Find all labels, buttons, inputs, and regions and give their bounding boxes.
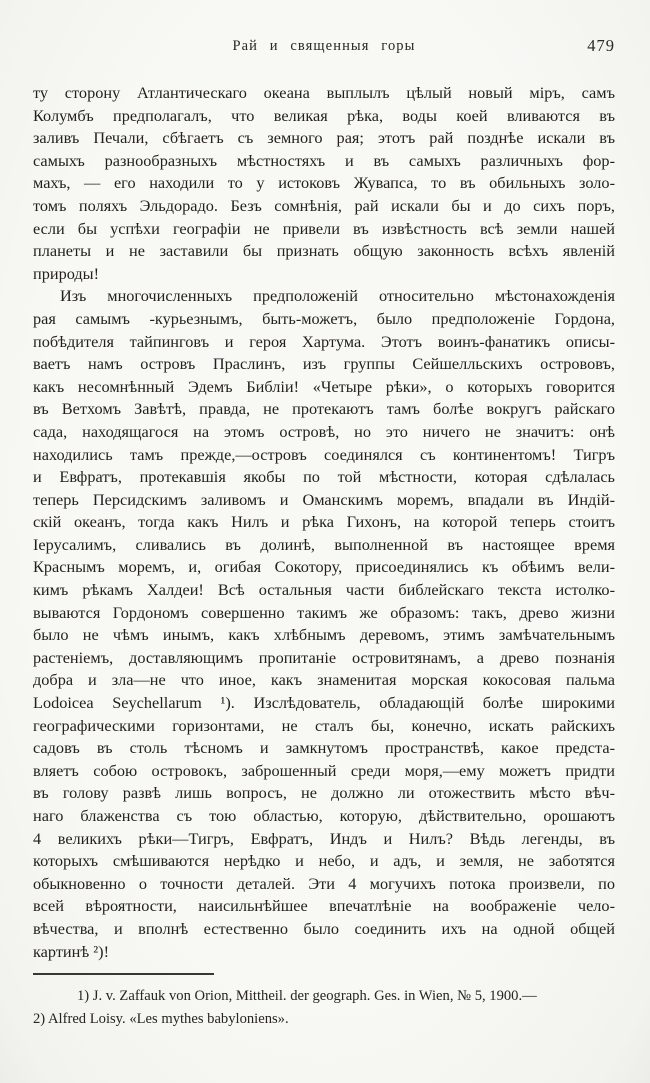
text-line: заливъ Печали, сбѣгаетъ съ земного рая; этотъ рай позднѣе искали въ <box>33 128 615 148</box>
text-line: садовъ въ столь тѣсномъ и замкнутомъ пространствѣ, какое предста- <box>33 738 615 758</box>
text-line: скій океанъ, тогда какъ Нилъ и рѣка Гихонъ, на которой теперь стоитъ <box>33 512 615 532</box>
text-line: томъ поляхъ Эльдорадо. Безъ сомнѣнія, рай искали бы и до сихъ поръ, <box>33 195 615 215</box>
text-line: какъ несомнѣнный Эдемъ Библіи! «Четыре рѣки», о которыхъ говорится <box>33 376 615 396</box>
text-line: находились тамъ прежде,—островъ соединялся съ континентомъ! Тигръ <box>33 444 615 464</box>
text-line: вѣчества, и вполнѣ естественно было соединить ихъ на одной общей <box>33 918 615 938</box>
text-line: ту сторону Атлантическаго океана выплылъ цѣлый новый міръ, самъ <box>33 83 615 102</box>
text-line: вляетъ собою островокъ, заброшенный среди моря,—ему можетъ придти <box>33 760 615 780</box>
footnote-lines <box>33 985 615 1030</box>
text-line: было не чѣмъ инымъ, какъ хлѣбнымъ деревомъ, этимъ замѣчательнымъ <box>33 625 615 645</box>
footnote-block <box>33 973 615 1030</box>
text-line: въ Ветхомъ Завѣтѣ, правда, не протекаютъ тамъ болѣе вокругъ райскаго <box>33 399 615 419</box>
page-number: 479 <box>587 36 615 55</box>
text-line: махъ, — его находили то у истоковъ Жувапса, то въ обильныхъ золо- <box>33 173 615 193</box>
text-line: теперь Персидскимъ заливомъ и Оманскимъ моремъ, впадали въ Индій- <box>33 489 615 509</box>
page-body-text <box>33 82 615 963</box>
text-line: добра и зла—не что иное, какъ знаменитая морская кокосовая пальма <box>33 670 615 690</box>
text-line: географическими горизонтами, не сталъ бы, конечно, искать райскихъ <box>33 715 615 735</box>
text-line: самыхъ разнообразныхъ мѣстностяхъ и въ самыхъ различныхъ фор- <box>33 150 615 170</box>
text-line: Lodoicea Seychellarum ¹). Изслѣдователь, обладающій болѣе широкими <box>33 693 615 713</box>
text-line: въ голову развѣ лишь вопросъ, не должно ли отожествить мѣсто вѣч- <box>33 783 615 803</box>
text-line: Краснымъ моремъ, и, огибая Сокотору, присоединялись къ обѣимъ вели- <box>33 557 615 577</box>
text-line: всей вѣроятности, наисильнѣйшее впечатлѣніе на воображеніе чело- <box>33 896 615 916</box>
text-line: и Евфратъ, протекавшія якобы по той мѣстности, которая сдѣлалась <box>33 467 615 487</box>
text-line: рая самымъ -курьезнымъ, быть-можетъ, было предположеніе Гордона, <box>33 308 615 328</box>
text-line: ваетъ намъ островъ Праслинъ, изъ группы Сейшелльскихъ острововъ, <box>33 354 615 374</box>
text-line: Колумбъ предполагалъ, что великая рѣка, воды коей вливаются въ <box>33 105 615 125</box>
text-line: картинѣ ²)! <box>33 941 109 961</box>
running-header-title: Рай и священныя горы <box>232 38 416 54</box>
text-line: Іерусалимъ, сливались въ долинѣ, выполненной въ настоящее время <box>33 534 615 554</box>
text-line: которыхъ смѣшиваются нерѣдко и небо, и адъ, и земля, не заботятся <box>33 851 615 871</box>
text-line: планеты и не заставили бы признать общую законность всѣхъ явленій <box>33 241 615 261</box>
footnote-line: 1) J. v. Zaffauk von Orion, Mittheil. der geograph. Ges. in Wien, № 5, 1900.— <box>77 988 537 1004</box>
footnote-line: 2) Alfred Loisy. «Les mythes babyloniens». <box>33 1010 289 1027</box>
text-line: Изъ многочисленныхъ предположеній относительно мѣстонахожденія <box>60 286 615 306</box>
footnote-separator-rule <box>33 973 214 975</box>
text-line: наго блаженства съ тою областью, которую, дѣйствительно, орошаютъ <box>33 806 615 825</box>
running-header <box>33 38 615 58</box>
text-line: растеніемъ, доставляющимъ пропитаніе островитянамъ, а древо познанія <box>33 647 615 667</box>
text-line: 4 великихъ рѣки—Тигръ, Евфратъ, Индъ и Нилъ? Вѣдь легенды, въ <box>33 828 615 848</box>
text-line: если бы успѣхи географіи не привели въ извѣстность всѣ земли нашей <box>33 218 615 238</box>
text-line: кимъ рѣкамъ Халдеи! Всѣ остальныя части библейскаго текста истолко- <box>33 580 615 600</box>
text-line: природы! <box>33 263 100 283</box>
text-line: обыкновенно о точности деталей. Эти 4 могучихъ потока произвели, по <box>33 873 615 893</box>
text-line: сада, находящагося на этомъ островѣ, но это ничего не значитъ: онѣ <box>33 421 615 441</box>
text-line: побѣдителя тайпинговъ и героя Хартума. Этотъ воинъ-фанатикъ описы- <box>33 331 615 351</box>
text-line: вываются Гордономъ совершенно такимъ же образомъ: такъ, древо жизни <box>33 602 615 622</box>
